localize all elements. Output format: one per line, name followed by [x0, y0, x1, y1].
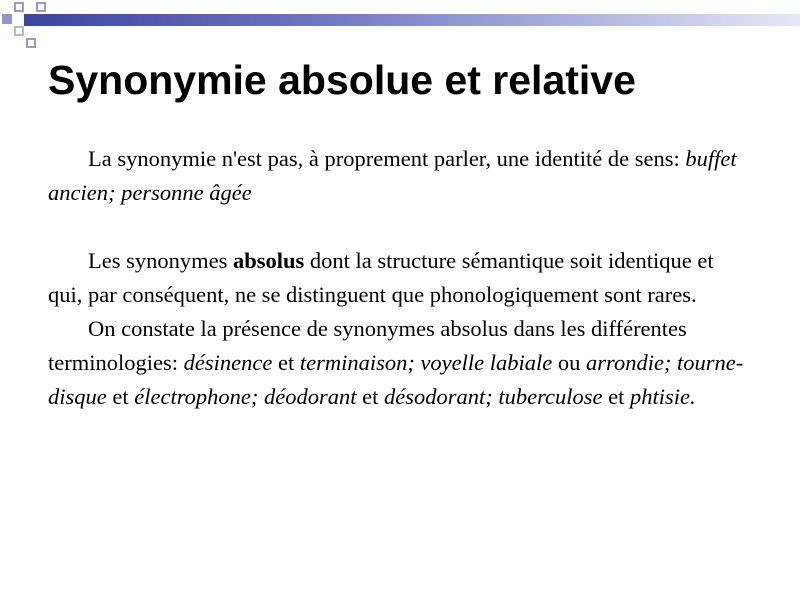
text-run: et: [602, 384, 630, 409]
corner-square-decoration: [14, 26, 24, 36]
corner-square-decoration: [2, 14, 12, 24]
text-run-italic: désodorant; tuberculose: [383, 384, 603, 409]
text-run-bold: absolus: [233, 248, 305, 273]
text-run: dont la structure sémantique soit identique et qui, par conséquent, ne se distinguent que phonologiquement sont rares.: [48, 248, 714, 307]
paragraph: [48, 312, 748, 414]
slide-title: Synonymie absolue et relative: [48, 57, 636, 103]
text-run: La synonymie n'est pas, à proprement parler, une identité de sens:: [88, 146, 686, 171]
text-run: et: [106, 384, 135, 409]
text-run-italic: électrophone; déodorant: [134, 384, 357, 409]
paragraph: [48, 142, 748, 210]
text-run: Les synonymes: [88, 248, 233, 273]
paragraph: [48, 244, 748, 312]
text-run: On constate la présence de synonymes absolus dans les différentes terminologies:: [48, 316, 687, 375]
header-gradient-bar: [24, 14, 800, 26]
text-run-italic: désinence: [183, 350, 273, 375]
text-run-italic: buffet ancien; personne âgée: [48, 146, 737, 205]
paragraph-spacer: [48, 210, 748, 244]
corner-square-decoration: [36, 2, 46, 12]
slide-body: [48, 142, 748, 414]
text-run: et: [356, 384, 384, 409]
text-run: et: [272, 350, 300, 375]
text-run-italic: terminaison; voyelle labiale: [299, 350, 553, 375]
text-run-italic: arrondie; tourne-disque: [48, 350, 744, 409]
text-run-italic: phtisie.: [630, 384, 696, 409]
corner-square-decoration: [26, 38, 36, 48]
corner-square-decoration: [14, 2, 24, 12]
text-run: ou: [552, 350, 587, 375]
